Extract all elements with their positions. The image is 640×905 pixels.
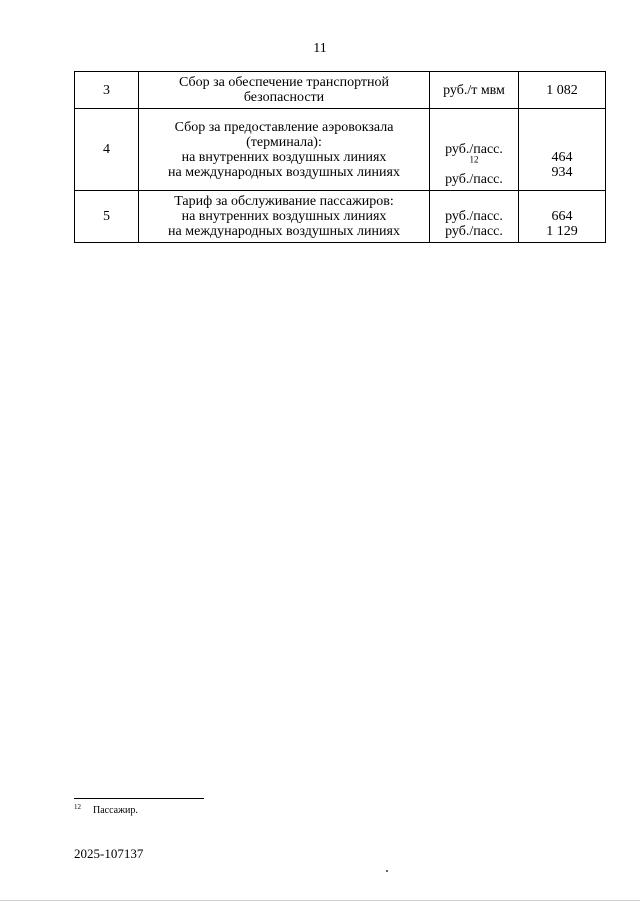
row-name: Тариф за обслуживание пассажиров: на внутренних воздушных линиях на международных воздушных линиях — [139, 191, 430, 243]
scan-edge-line — [0, 900, 640, 901]
footnote-marker: 12 — [74, 802, 81, 811]
page-number: 11 — [313, 41, 327, 56]
row-number: 4 — [75, 109, 139, 191]
row-value: 1 082 — [519, 72, 606, 109]
row-number: 3 — [75, 72, 139, 109]
row-name: Сбор за обеспечение транспортной безопасности — [139, 72, 430, 109]
row-unit: руб./т мвм — [430, 72, 519, 109]
row-value: 664 1 129 — [519, 191, 606, 243]
table-row — [75, 109, 606, 191]
footnote — [74, 802, 138, 816]
footnote-ref: 12 — [469, 154, 479, 165]
document-code: 2025-107137 — [74, 846, 144, 861]
table-row — [75, 72, 606, 109]
row-unit: руб./пасс. руб./пасс. — [430, 191, 519, 243]
row-value: 464 934 — [519, 109, 606, 191]
table-row — [75, 191, 606, 243]
footnote-text: Пассажир. — [93, 805, 138, 816]
tariff-table — [74, 71, 606, 243]
footnote-divider — [74, 798, 204, 799]
row-number: 5 — [75, 191, 139, 243]
row-name: Сбор за предоставление аэровокзала (терминала): на внутренних воздушных линиях на международных воздушных линиях — [139, 109, 430, 191]
scan-speck — [386, 870, 388, 872]
row-unit: руб./пасс. $^{12}$ руб./пасс. — [430, 109, 519, 191]
